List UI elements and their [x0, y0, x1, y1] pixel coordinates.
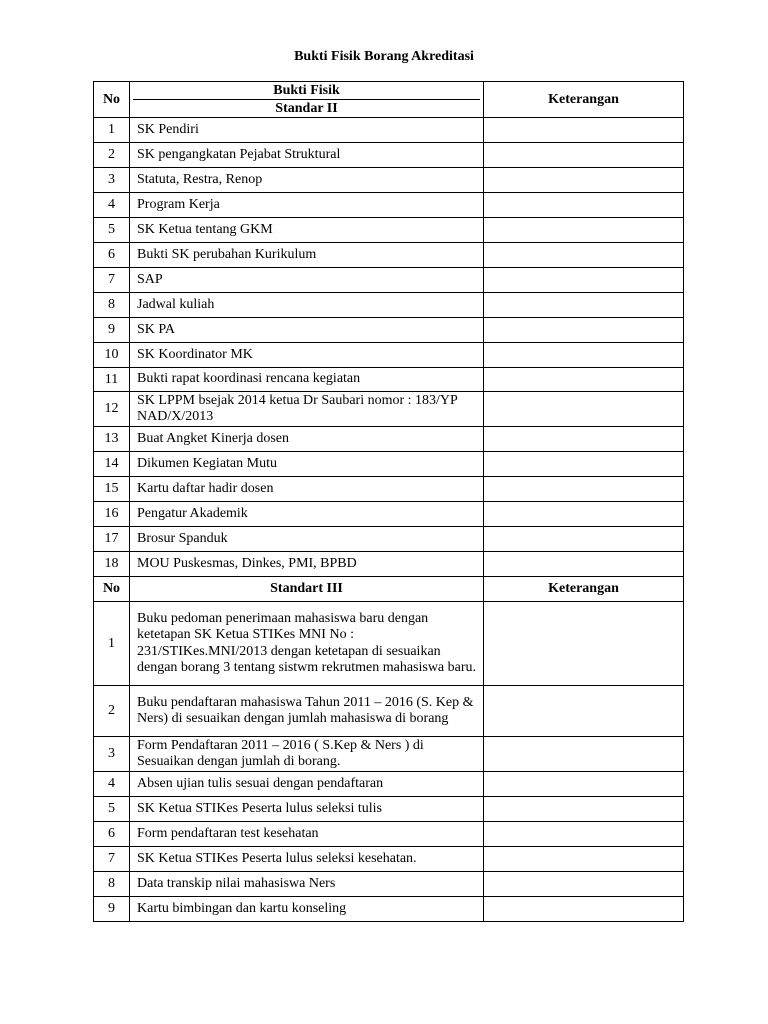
row-number: 18: [94, 552, 130, 577]
row-keterangan-cell: [484, 268, 684, 293]
table-row: [94, 268, 684, 293]
row-evidence-text: SK LPPM bsejak 2014 ketua Dr Saubari nomor : 183/YP NAD/X/2013: [130, 392, 484, 427]
row-keterangan-cell: [484, 452, 684, 477]
row-number: 6: [94, 243, 130, 268]
row-number: 6: [94, 822, 130, 847]
row-keterangan-cell: [484, 797, 684, 822]
row-keterangan-cell: [484, 872, 684, 897]
row-number: 2: [94, 686, 130, 737]
row-evidence-text: Jadwal kuliah: [130, 293, 484, 318]
row-keterangan-cell: [484, 502, 684, 527]
table-row: [94, 502, 684, 527]
table-row: [94, 293, 684, 318]
table-row: [94, 118, 684, 143]
table-row: [94, 772, 684, 797]
row-number: 16: [94, 502, 130, 527]
section-header-row: [94, 577, 684, 602]
row-evidence-text: Data transkip nilai mahasiswa Ners: [130, 872, 484, 897]
row-number: 3: [94, 168, 130, 193]
row-keterangan-cell: [484, 477, 684, 502]
row-number: 10: [94, 343, 130, 368]
table-row: [94, 847, 684, 872]
header-keterangan: Keterangan: [484, 82, 684, 118]
row-number: 9: [94, 897, 130, 922]
row-number: 3: [94, 737, 130, 772]
row-number: 1: [94, 602, 130, 686]
section-header-no: No: [94, 577, 130, 602]
row-number: 8: [94, 872, 130, 897]
row-keterangan-cell: [484, 392, 684, 427]
row-keterangan-cell: [484, 427, 684, 452]
row-evidence-text: Buku pedoman penerimaan mahasiswa baru dengan ketetapan SK Ketua STIKes MNI No : 231/STIKes.MNI/2013 dengan ketetapan di sesuaikan dengan borang 3 tentang sistwm rekrutmen mahasiswa baru.: [130, 602, 484, 686]
row-keterangan-cell: [484, 343, 684, 368]
document-title: Bukti Fisik Borang Akreditasi: [294, 49, 474, 64]
table-row: [94, 797, 684, 822]
row-evidence-text: Buat Angket Kinerja dosen: [130, 427, 484, 452]
row-evidence-text: Form Pendaftaran 2011 – 2016 ( S.Kep & Ners ) di Sesuaikan dengan jumlah di borang.: [130, 737, 484, 772]
table-row: [94, 168, 684, 193]
row-evidence-text: Program Kerja: [130, 193, 484, 218]
row-keterangan-cell: [484, 822, 684, 847]
table-row: [94, 737, 684, 772]
row-number: 9: [94, 318, 130, 343]
row-number: 17: [94, 527, 130, 552]
row-keterangan-cell: [484, 772, 684, 797]
row-keterangan-cell: [484, 368, 684, 392]
table-row: [94, 143, 684, 168]
row-evidence-text: Brosur Spanduk: [130, 527, 484, 552]
row-keterangan-cell: [484, 847, 684, 872]
row-number: 14: [94, 452, 130, 477]
row-evidence-text: MOU Puskesmas, Dinkes, PMI, BPBD: [130, 552, 484, 577]
table-header-row: [94, 82, 684, 118]
section-header-keterangan: Keterangan: [484, 577, 684, 602]
row-keterangan-cell: [484, 218, 684, 243]
row-number: 15: [94, 477, 130, 502]
row-evidence-text: Pengatur Akademik: [130, 502, 484, 527]
row-keterangan-cell: [484, 737, 684, 772]
table-row: [94, 872, 684, 897]
evidence-table: [93, 81, 684, 922]
row-evidence-text: Buku pendaftaran mahasiswa Tahun 2011 – 2016 (S. Kep & Ners) di sesuaikan dengan jumlah mahasiswa di borang: [130, 686, 484, 737]
header-no: No: [94, 82, 130, 118]
row-evidence-text: Bukti SK perubahan Kurikulum: [130, 243, 484, 268]
table-row: [94, 218, 684, 243]
row-number: 1: [94, 118, 130, 143]
table-row: [94, 527, 684, 552]
row-number: 13: [94, 427, 130, 452]
row-evidence-text: Kartu daftar hadir dosen: [130, 477, 484, 502]
table-row: [94, 452, 684, 477]
row-evidence-text: SK Koordinator MK: [130, 343, 484, 368]
row-keterangan-cell: [484, 143, 684, 168]
table-row: [94, 193, 684, 218]
header-bukti-fisik-label: Bukti Fisik: [133, 82, 480, 100]
row-keterangan-cell: [484, 243, 684, 268]
row-keterangan-cell: [484, 527, 684, 552]
row-evidence-text: Bukti rapat koordinasi rencana kegiatan: [130, 368, 484, 392]
row-number: 12: [94, 392, 130, 427]
row-evidence-text: Absen ujian tulis sesuai dengan pendaftaran: [130, 772, 484, 797]
row-keterangan-cell: [484, 193, 684, 218]
row-evidence-text: SK Ketua STIKes Peserta lulus seleksi tulis: [130, 797, 484, 822]
row-keterangan-cell: [484, 602, 684, 686]
table-row: [94, 686, 684, 737]
header-standar-label: Standar II: [275, 101, 338, 116]
table-row: [94, 343, 684, 368]
row-number: 5: [94, 218, 130, 243]
row-number: 2: [94, 143, 130, 168]
table-row: [94, 897, 684, 922]
row-evidence-text: SK Pendiri: [130, 118, 484, 143]
table-row: [94, 243, 684, 268]
table-row: [94, 822, 684, 847]
row-evidence-text: Kartu bimbingan dan kartu konseling: [130, 897, 484, 922]
row-evidence-text: Form pendaftaran test kesehatan: [130, 822, 484, 847]
row-evidence-text: Statuta, Restra, Renop: [130, 168, 484, 193]
row-keterangan-cell: [484, 897, 684, 922]
row-keterangan-cell: [484, 118, 684, 143]
table-row: [94, 318, 684, 343]
table-row: [94, 392, 684, 427]
row-evidence-text: SK Ketua tentang GKM: [130, 218, 484, 243]
header-bukti-fisik: [130, 82, 484, 118]
row-evidence-text: SK PA: [130, 318, 484, 343]
table-row: [94, 602, 684, 686]
row-keterangan-cell: [484, 552, 684, 577]
row-number: 8: [94, 293, 130, 318]
row-keterangan-cell: [484, 293, 684, 318]
row-number: 5: [94, 797, 130, 822]
row-number: 4: [94, 193, 130, 218]
row-keterangan-cell: [484, 168, 684, 193]
row-keterangan-cell: [484, 318, 684, 343]
table-row: [94, 368, 684, 392]
row-evidence-text: SK Ketua STIKes Peserta lulus seleksi kesehatan.: [130, 847, 484, 872]
row-number: 4: [94, 772, 130, 797]
row-evidence-text: Dikumen Kegiatan Mutu: [130, 452, 484, 477]
row-number: 7: [94, 847, 130, 872]
row-evidence-text: SAP: [130, 268, 484, 293]
table-row: [94, 477, 684, 502]
table-row: [94, 552, 684, 577]
row-keterangan-cell: [484, 686, 684, 737]
row-evidence-text: SK pengangkatan Pejabat Struktural: [130, 143, 484, 168]
table-row: [94, 427, 684, 452]
row-number: 7: [94, 268, 130, 293]
row-number: 11: [94, 368, 130, 392]
section-header-standar: Standart III: [130, 577, 484, 602]
